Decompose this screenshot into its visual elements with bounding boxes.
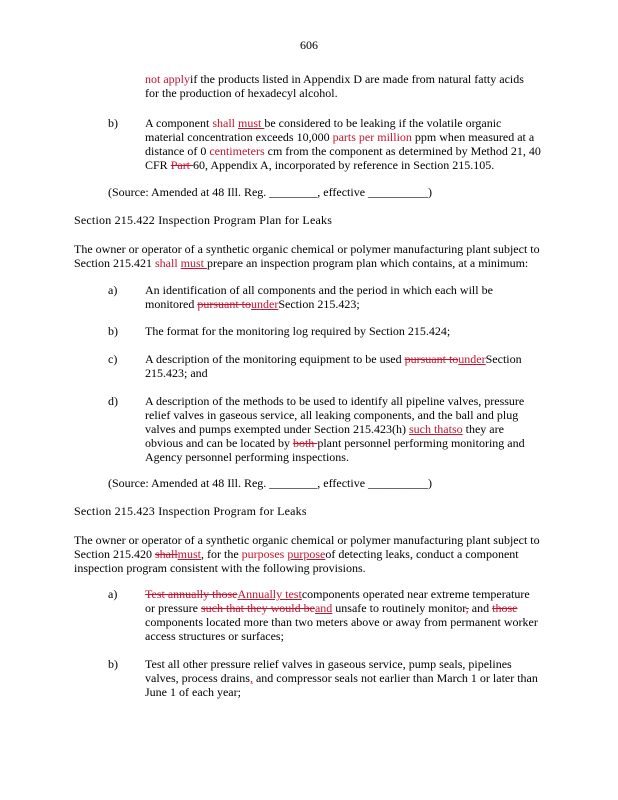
inserted-text: purposes [241, 547, 285, 561]
item-label-b: b) [108, 324, 118, 338]
section-heading: Section 215.423 Inspection Program for Leaks [74, 504, 307, 518]
section-intro: The owner or operator of a synthetic organic chemical or polymer manufacturing plant subject to Section 215.420 shallmust, for the purposes purposeof detecting leaks, conduct a component inspection program consistent with the following provisions. [74, 533, 540, 575]
deleted-text: those [492, 601, 518, 615]
item-label-d: d) [108, 394, 118, 408]
section-heading: Section 215.422 Inspection Program Plan for Leaks [74, 213, 333, 227]
inserted-text: , [249, 671, 253, 685]
deleted-text: shall [155, 547, 178, 561]
continuation-paragraph: not applyif the products listed in Appendix D are made from natural fatty acids for the production of hexadecyl alcohol. [145, 72, 524, 100]
deleted-text: , [465, 601, 469, 615]
inserted-text: not apply [145, 72, 190, 86]
inserted-text: under [251, 297, 279, 311]
section-intro: The owner or operator of a synthetic organic chemical or polymer manufacturing plant subject to Section 215.421 shall must prepare an inspection program plan which contains, at a minimum: [74, 242, 540, 270]
item-b-text: The format for the monitoring log required by Section 215.424; [145, 324, 451, 338]
item-label-b: b) [108, 116, 118, 130]
deleted-text: Test annually those [145, 587, 238, 601]
item-a-text: An identification of all components and the period in which each will be monitored pursuant tounderSection 215.423; [145, 283, 493, 311]
inserted-text: centimeters [209, 144, 265, 158]
inserted-text: Annually test [237, 587, 302, 601]
page-number: 606 [300, 38, 318, 52]
item-label-b: b) [108, 657, 118, 671]
source-note: (Source: Amended at 48 Ill. Reg. ________, effective __________) [108, 185, 433, 199]
inserted-text: must [177, 547, 202, 561]
item-label-a: a) [108, 587, 118, 601]
inserted-text: and [314, 601, 333, 615]
inserted-text: purpose [287, 547, 326, 561]
item-b-text: A component shall must be considered to be leaking if the volatile organic material concentration exceeds 10,000 parts per million ppm when measured at a distance of 0 centimeters cm from the component as determined by Method 21, 40 CFR Part 60, Appendix A, incorporated by reference in Section 215.105. [145, 116, 541, 172]
item-d-text: A description of the methods to be used to identify all pipeline valves, pressure relief valves in gaseous service, all leaking components, and the ball and plug valves and pumps exempted under Section 215.423(h) such thatso they are obvious and can be located by both plant personnel performing monitoring and Agency personnel performing inspections. [145, 394, 525, 464]
inserted-text: must [238, 116, 265, 130]
item-c-text: A description of the monitoring equipment to be used pursuant tounderSection 215.423; and [145, 352, 522, 380]
deleted-text: pursuant to [197, 297, 251, 311]
item-label-c: c) [108, 352, 118, 366]
item-a-text: Test annually thoseAnnually testcomponents operated near extreme temperature or pressure such that they would beand unsafe to routinely monitor, and those components located more than two meters above or away from permanent worker access structures or surfaces; [145, 587, 538, 643]
inserted-text: shall [155, 256, 178, 270]
inserted-text: under [458, 352, 486, 366]
item-label-a: a) [108, 283, 118, 297]
deleted-text: Part [170, 158, 194, 172]
deleted-text: both [292, 436, 318, 450]
deleted-text: pursuant to [404, 352, 459, 366]
inserted-text: must [180, 256, 208, 270]
deleted-text: such that they would be [200, 601, 315, 615]
inserted-text: so [451, 422, 463, 436]
source-note: (Source: Amended at 48 Ill. Reg. ________, effective __________) [108, 476, 433, 490]
inserted-text: such that [408, 422, 452, 436]
inserted-text: parts per million [332, 130, 412, 144]
inserted-text: shall [212, 116, 235, 130]
item-b-text: Test all other pressure relief valves in gaseous service, pump seals, pipelines valves, process drains, and compressor seals not earlier than March 1 or later than June 1 of each year; [145, 657, 538, 699]
